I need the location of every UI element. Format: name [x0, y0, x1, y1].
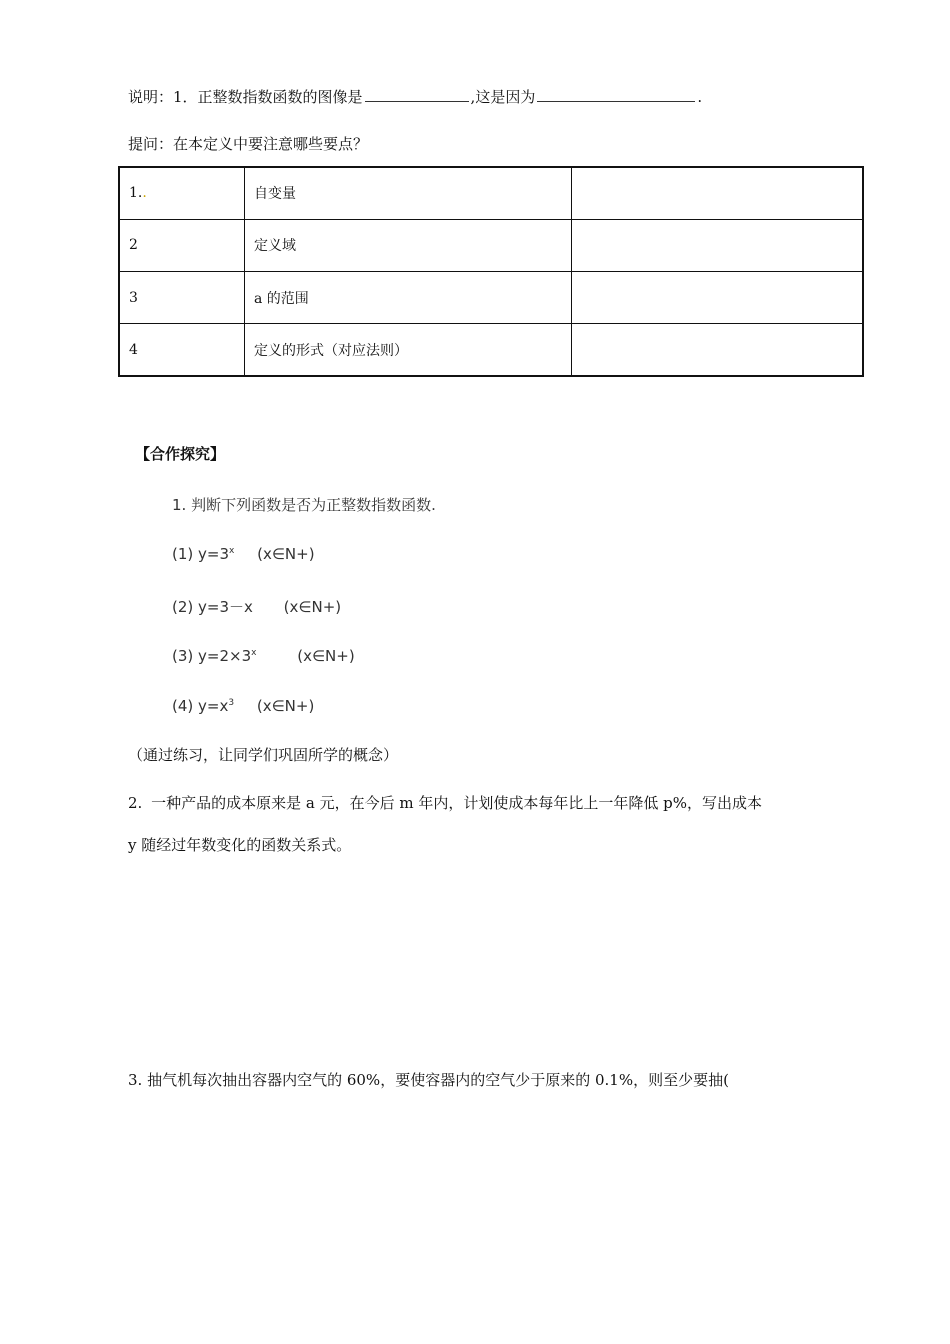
row-answer-cell[interactable] [572, 167, 864, 219]
definition-table [118, 166, 864, 377]
row-number: 1.. [119, 167, 245, 219]
question-line: 提问：在本定义中要注意哪些要点？ [128, 135, 369, 153]
note-middle: ,这是因为 [470, 88, 536, 106]
problem2-text: 一种产品的成本原来是 a 元，在今后 m 年内，计划使成本每年比上一年降低 p%，写出成本 [151, 794, 762, 812]
table-row [119, 272, 863, 324]
table-row [119, 219, 863, 271]
note-line [128, 86, 702, 107]
table-row [119, 324, 863, 376]
problem2-line2: y 随经过年数变化的函数关系式。 [128, 836, 352, 854]
answer-blank-1[interactable] [365, 87, 469, 102]
problem3-text: 3. 抽气机每次抽出容器内空气的 60%，要使容器内的空气少于原来的 0.1%，则至少要抽( [128, 1071, 729, 1089]
function-item-3: (3) $y=2\times 3^x$ (x∈N+) [172, 647, 355, 665]
section-title: 【合作探究】 [135, 445, 226, 463]
problem2-number: 2. [128, 794, 143, 812]
row-item: 自变量 [245, 167, 572, 219]
note-suffix: . [697, 88, 703, 106]
row-item: 定义域 [245, 219, 572, 271]
row-answer-cell[interactable] [572, 272, 864, 324]
table-row [119, 167, 863, 219]
note-prefix: 说明：1．正整数指数函数的图像是 [128, 88, 363, 106]
problem1-remark: （通过练习，让同学们巩固所学的概念） [128, 746, 399, 764]
problem2-line1 [128, 792, 762, 813]
row-item: 定义的形式（对应法则） [245, 324, 572, 376]
function-item-1: (1) $y=3^x$ (x∈N+) [172, 545, 315, 563]
row-answer-cell[interactable] [572, 324, 864, 376]
row-answer-cell[interactable] [572, 219, 864, 271]
row-number: 4 [119, 324, 245, 376]
function-item-4: (4) $y=x^3$ (x∈N+) [172, 697, 315, 715]
row-item: a 的范围 [245, 272, 572, 324]
row-number: 2 [119, 219, 245, 271]
problem1-title: 1. 判断下列函数是否为正整数指数函数. [172, 496, 436, 514]
answer-blank-2[interactable] [537, 87, 695, 102]
function-item-2: (2) y=3－x (x∈N+) [172, 598, 342, 616]
row-number: 3 [119, 272, 245, 324]
